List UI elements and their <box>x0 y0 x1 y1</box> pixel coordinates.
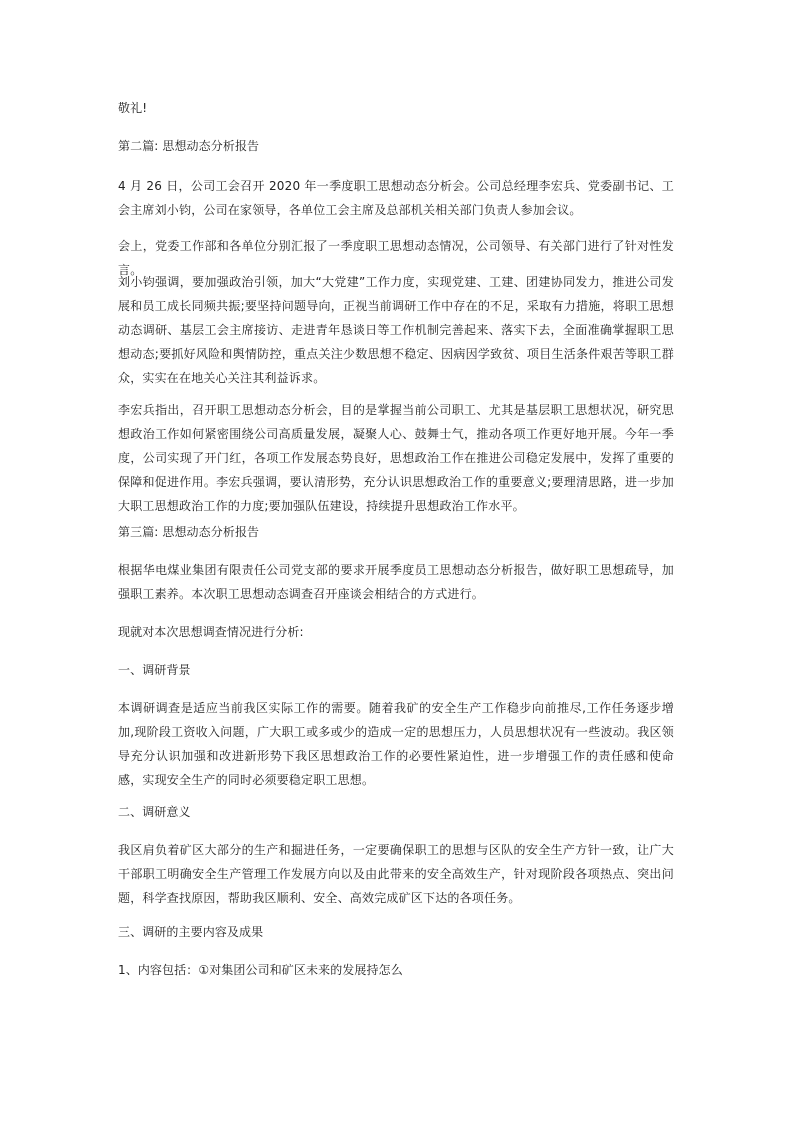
section2-paragraph-3: 刘小钧强调，要加强政治引领，加大“大党建”工作力度，实现党建、工建、团建协同发力，推进公司发展和员工成长同频共振;要坚持问题导向，正视当前调研工作中存在的不足，采取有力措施，将职工思想动态调研、基层工会主席接访、走进青年恳谈日等工作机制完善起来、落实下去，全面准确掌握职工思想动态;要抓好风险和舆情防控，重点关注少数思想不稳定、因病因学致贫、项目生活条件艰苦等职工群众，实实在在地关心关注其利益诉求。 <box>118 275 674 385</box>
section2-paragraph-1: 4 月 26 日，公司工会召开 2020 年一季度职工思想动态分析会。公司总经理李宏兵、党委副书记、工会主席刘小钧，公司在家领导，各单位工会主席及总部机关相关部门负责人参加会议。 <box>118 179 674 217</box>
section2-paragraph-4: 李宏兵指出，召开职工思想动态分析会，目的是掌握当前公司职工、尤其是基层职工思想状况，研究思想政治工作如何紧密围绕公司高质量发展，凝聚人心、鼓舞士气，推动各项工作更好地开展。今年一季度，公司实现了开门红，各项工作发展态势良好，思想政治工作在推进公司稳定发展中，发挥了重要的保障和促进作用。李宏兵强调，要认清形势，充分认识思想政治工作的重要意义;要理清思路，进一步加大职工思想政治工作的力度;要加强队伍建设，持续提升思想政治工作水平。 <box>118 403 674 513</box>
section2-title: 第二篇: 思想动态分析报告 <box>118 139 260 153</box>
heading-significance: 二、调研意义 <box>118 805 191 819</box>
closing-salutation: 敬礼! <box>118 101 148 115</box>
content-item-1: 1、内容包括：①对集团公司和矿区未来的发展持怎么 <box>118 963 403 977</box>
heading-content: 三、调研的主要内容及成果 <box>118 925 264 939</box>
section3-title: 第三篇: 思想动态分析报告 <box>118 525 260 539</box>
significance-paragraph: 我区肩负着矿区大部分的生产和掘进任务，一定要确保职工的思想与区队的安全生产方针一致，让广大干部职工明确安全生产管理工作发展方向以及由此带来的安全高效生产，针对现阶段各项热点、突出问题，科学查找原因，帮助我区顺利、安全、高效完成矿区下达的各项任务。 <box>118 843 674 905</box>
background-paragraph: 本调研调查是适应当前我区实际工作的需要。随着我矿的安全生产工作稳步向前推尽,工作任务逐步增加,现阶段工资收入问题，广大职工或多或少的造成一定的思想压力，人员思想状况有一些波动。我区领导充分认识加强和改进新形势下我区思想政治工作的必要性紧迫性，进一步增强工作的责任感和使命感，实现安全生产的同时必须要稳定职工思想。 <box>118 701 674 787</box>
section3-lead: 现就对本次思想调查情况进行分析: <box>118 625 304 639</box>
section2-paragraph-2: 会上，党委工作部和各单位分别汇报了一季度职工思想动态情况，公司领导、有关部门进行了针对性发言。 <box>118 239 674 277</box>
section3-intro: 根据华电煤业集团有限责任公司党支部的要求开展季度员工思想动态分析报告，做好职工思想疏导，加强职工素养。本次职工思想动态调查召开座谈会相结合的方式进行。 <box>118 563 674 601</box>
heading-background: 一、调研背景 <box>118 663 191 677</box>
